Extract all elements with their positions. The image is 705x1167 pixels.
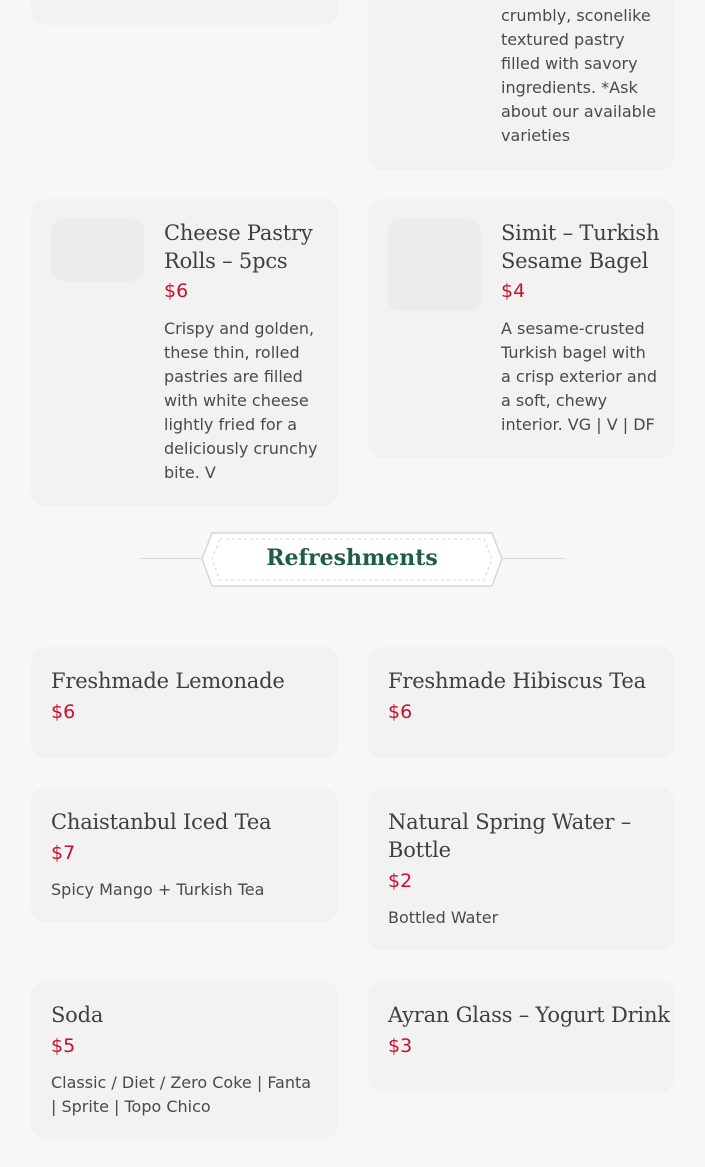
section-title: Refreshments: [266, 545, 438, 571]
menu-item-price: $6: [51, 701, 76, 723]
menu-item-card: [368, 0, 675, 170]
menu-item-title: Chaistanbul Iced Tea: [51, 810, 272, 834]
menu-item-price: $3: [388, 1035, 413, 1057]
menu-item-title: Soda: [51, 1003, 104, 1027]
section-divider-right: [502, 558, 565, 559]
menu-item-description: Crispy and golden, these thin, rolled pastries are filled with white cheese lightly fried for a deliciously crunchy bite. V: [164, 319, 318, 482]
menu-item-card: [31, 0, 338, 25]
menu-item-description: Bottled Water: [388, 908, 499, 927]
menu-item-image: [51, 219, 144, 281]
menu-item-description: Classic / Diet / Zero Coke | Fanta | Sprite | Topo Chico: [51, 1073, 312, 1116]
menu-item-title: Ayran Glass – Yogurt Drink: [388, 1003, 670, 1027]
section-divider-left: [140, 558, 202, 559]
menu-item-price: $5: [51, 1035, 76, 1057]
menu-item-price: $4: [501, 280, 526, 302]
menu-item-image: [388, 219, 481, 311]
menu-item-description: Spicy Mango + Turkish Tea: [51, 880, 265, 899]
menu-item-price: $2: [388, 870, 413, 892]
menu-item-card[interactable]: [31, 981, 338, 1139]
menu-item-description: crumbly, sconelike textured pastry filled with savory ingredients. *Ask about our available varieties: [501, 6, 657, 145]
menu-item-title: Freshmade Hibiscus Tea: [388, 669, 646, 693]
menu-item-price: $6: [164, 280, 189, 302]
menu-item-card[interactable]: [31, 199, 338, 506]
menu-item-card[interactable]: [31, 647, 338, 758]
menu-item-description: A sesame-crusted Turkish bagel with a crisp exterior and a soft, chewy interior. VG | V | DF: [501, 319, 658, 434]
menu-item-card[interactable]: [368, 199, 675, 458]
menu-item-card[interactable]: [368, 647, 675, 758]
menu-item-price: $7: [51, 842, 76, 864]
menu-item-card[interactable]: [31, 788, 338, 922]
menu-item-title: Simit – Turkish Sesame Bagel: [501, 221, 660, 273]
menu-item-title: Cheese Pastry Rolls – 5pcs: [164, 221, 313, 273]
menu-item-price: $6: [388, 701, 413, 723]
menu-item-title: Freshmade Lemonade: [51, 669, 285, 693]
section-banner: [202, 532, 502, 587]
menu-item-title: Natural Spring Water – Bottle: [388, 810, 631, 862]
menu-item-card[interactable]: [368, 981, 675, 1092]
menu-item-card[interactable]: [368, 788, 675, 950]
